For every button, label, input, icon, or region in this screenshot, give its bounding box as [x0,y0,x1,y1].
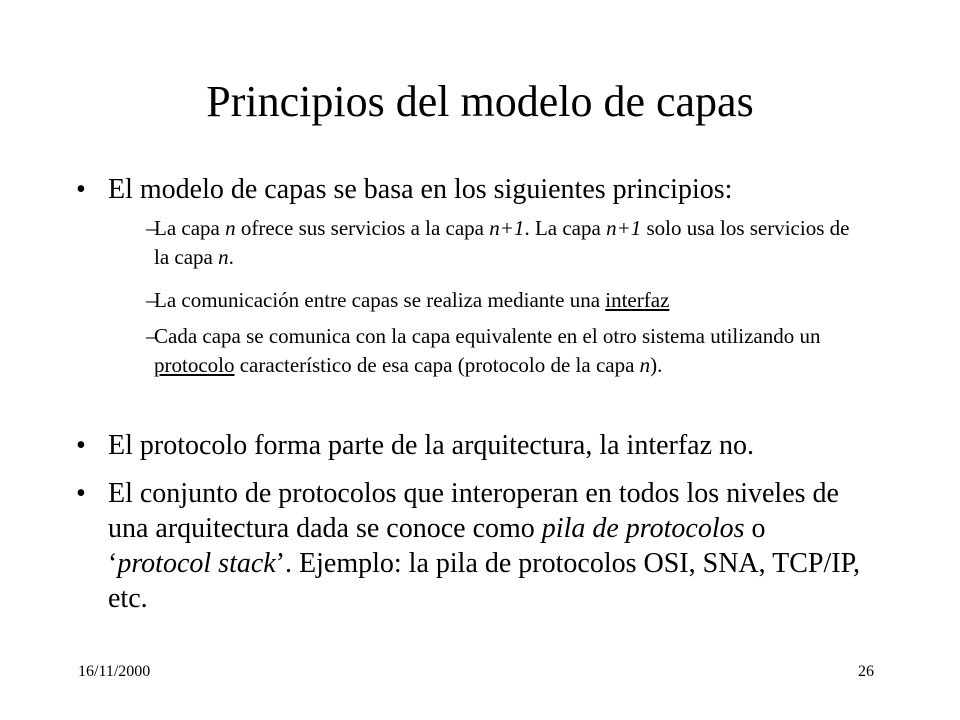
bullet-item-principles [76,172,896,207]
bullet-marker: • [76,430,86,461]
sub-item-text: La capa n ofrece sus servicios a la capa n+1. La capa n+1 solo usa los servicios de la capa n. [154,216,850,269]
bullet-item-protocol-stack [76,476,866,616]
bullet-item-protocol-architecture [76,428,896,463]
sub-item-text: Cada capa se comunica con la capa equivalente en el otro sistema utilizando un protocolo característico de esa capa (protocolo de la capa n). [154,324,821,377]
interfaz-term: interfaz [605,288,670,312]
sub-item-interface [146,286,861,315]
dash-marker: – [146,324,157,348]
sub-item-protocol [146,322,861,380]
dash-marker: – [146,288,157,312]
bullet-text: El modelo de capas se basa en los siguientes principios: [108,174,733,205]
bullet-marker: • [76,478,86,509]
sub-item-layer-services [146,214,861,272]
dash-marker: – [146,216,157,240]
sub-item-text: La comunicación entre capas se realiza mediante una interfaz [154,288,670,312]
bullet-marker: • [76,174,86,205]
page-number: 26 [858,663,874,680]
protocolo-term: protocolo [154,353,235,377]
bullet-text: El conjunto de protocolos que interoperan en todos los niveles de una arquitectura dada se conoce como pila de protocolos o ‘protocol stack’. Ejemplo: la pila de protocolos OSI, SNA, TCP/IP, etc. [108,478,861,614]
bullet-text: El protocolo forma parte de la arquitectura, la interfaz no. [108,430,755,461]
footer-date: 16/11/2000 [78,663,151,680]
slide-title: Principios del modelo de capas [206,77,754,126]
